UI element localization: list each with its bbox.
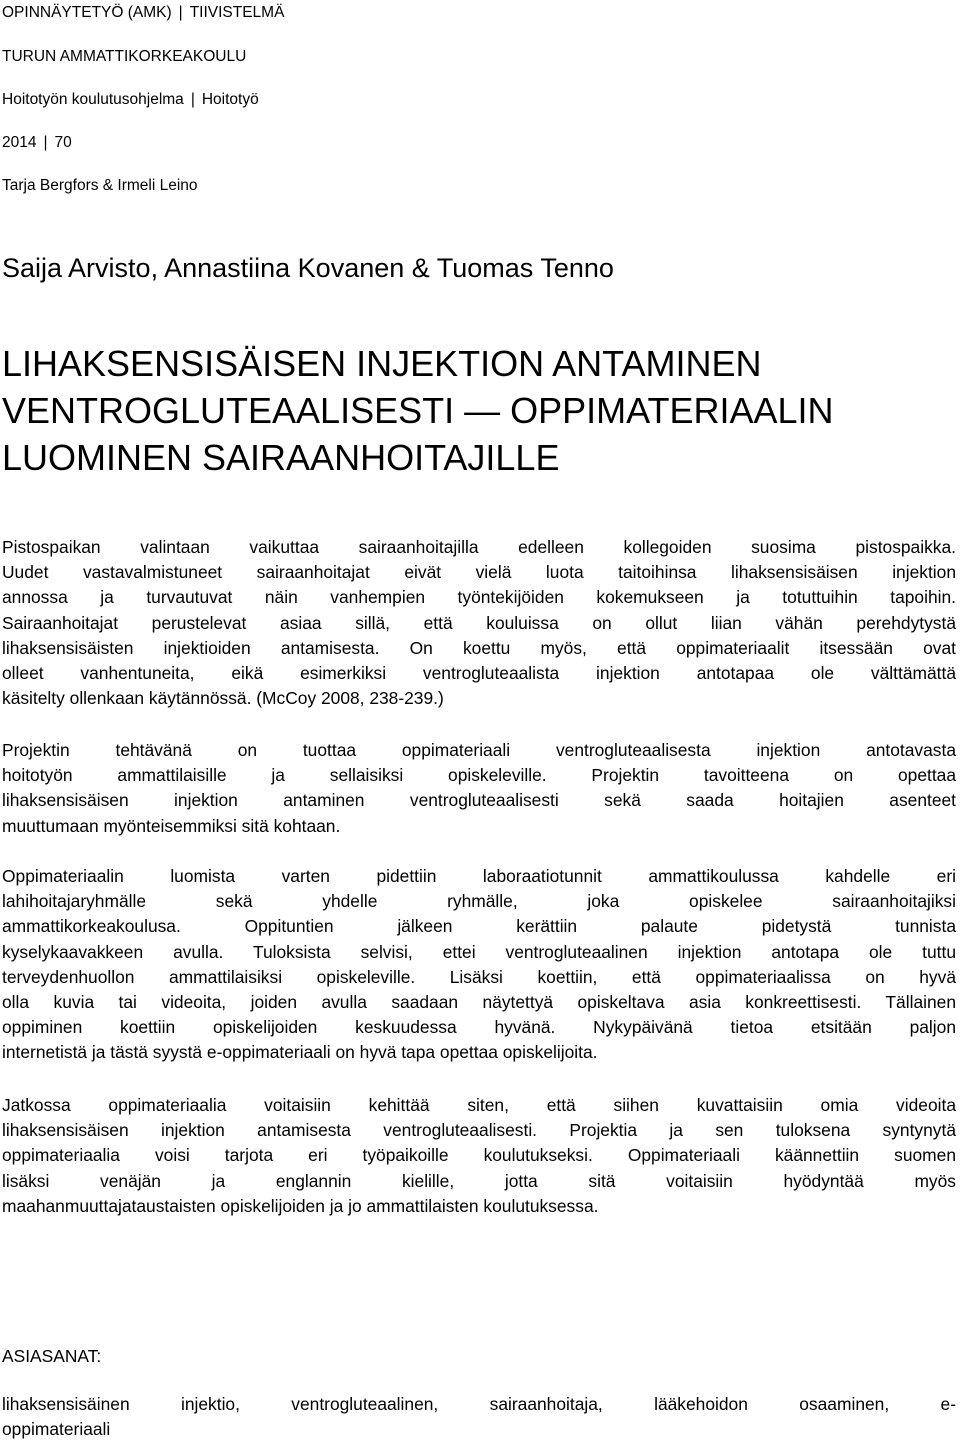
paragraph-line: oppimateriaalia voisi tarjota eri työpaikoille koulutukseksi. Oppimateriaali käännettiin suomen [2,1145,956,1166]
paragraph-line: lihaksensisäisen injektion antamisesta ventrogluteaalisesti. Projektia ja sen tuloksena syntynytä [2,1120,956,1141]
paragraph-line: Projektin tehtävänä on tuottaa oppimateriaali ventrogluteaalisesta injektion antotavasta [2,740,956,760]
separator: | [190,91,195,108]
paragraph-line: kyselykaavakkeen avulla. Tuloksista selvisi, ettei ventrogluteaalinen injektion antotapa ole tuttu [2,941,956,962]
paragraph-line: lihaksensisäisen injektion antaminen ventrogluteaalisesti sekä saada hoitajien asenteet [2,790,956,811]
separator: | [178,4,183,21]
supervisors: Tarja Bergfors & Irmeli Leino [2,177,198,194]
abstract-paragraph-4 [2,1093,956,1219]
abstract-paragraph-2 [2,738,956,839]
paragraph-line: lahihoitajaryhmälle sekä yhdelle ryhmälle, joka opiskelee sairaanhoitajiksi [2,891,956,912]
paragraph-line: Uudet vastavalmistuneet sairaanhoitajat eivät vielä luota taitoihinsa lihaksensisäisen injektion [2,562,956,583]
programme [2,91,259,109]
paragraph-line: ammattikorkeakoulusa. Oppituntien jälkeen kerättiin palaute pidetystä tunnista [2,916,956,937]
paragraph-line: annossa ja turvautuvat näin vanhempien työntekijöiden kokemukseen ja totuttuihin tapoihin. [2,587,956,608]
title-line: LUOMINEN SAIRAANHOITAJILLE [2,437,560,478]
title-line: LIHAKSENSISÄISEN INJEKTION ANTAMINEN [2,343,762,384]
keywords-line: oppimateriaali [2,1419,111,1440]
programme-field: Hoitotyö [201,91,259,108]
document-type-primary: OPINNÄYTETYÖ (AMK) [2,4,172,21]
authors: Saija Arvisto, Annastiina Kovanen & Tuomas Tenno [2,253,614,283]
paragraph-line: Oppimateriaalin luomista varten pidettiin laboraatiotunnit ammattikoulussa kahdelle eri [2,866,956,886]
paragraph-line: olleet vanhentuneita, eikä esimerkiksi ventrogluteaalista injektion antotapaa ole välttämättä [2,662,956,683]
document-type-secondary: TIIVISTELMÄ [189,4,285,21]
paragraph-line: maahanmuuttajataustaisten opiskelijoiden ja jo ammattilaisten koulutuksessa. [2,1195,599,1216]
paragraph-line: muuttumaan myönteisemmiksi sitä kohtaan. [2,815,341,836]
year: 2014 [2,134,37,151]
paragraph-line: Sairaanhoitajat perustelevat asiaa sillä, että kouluissa on ollut liian vähän perehdytystä [2,612,956,633]
paragraph-line: internetistä ja tästä syystä e-oppimateriaali on hyvä tapa opettaa opiskelijoita. [2,1042,598,1063]
keywords-heading: ASIASANAT: [2,1346,102,1366]
paragraph-line: olla kuvia tai videoita, joiden avulla saadaan näytettyä opiskeltava asia konkreettisesti. Tällainen [2,991,956,1012]
paragraph-line: Pistospaikan valintaan vaikuttaa sairaanhoitajilla edelleen kollegoiden suosima pistospaikka. [2,537,956,557]
paragraph-line: lihaksensisäisten injektioiden antamisesta. On koettu myös, että oppimateriaalit itsessään ovat [2,637,956,658]
year-pages [2,134,72,152]
institution: TURUN AMMATTIKORKEAKOULU [2,48,247,65]
thesis-title [2,340,952,481]
paragraph-line: oppiminen koettiin opiskelijoiden keskuudessa hyvänä. Nykypäivänä tietoa etsitään paljon [2,1017,956,1038]
paragraph-line: terveydenhuollon ammattilaisiksi opiskeleville. Lisäksi koettiin, että oppimateriaalissa on hyvä [2,966,956,987]
abstract-paragraph-1 [2,535,956,711]
keywords-line: lihaksensisäinen injektio, ventrogluteaalinen, sairaanhoitaja, lääkehoidon osaaminen, e- [2,1394,956,1414]
paragraph-line: käsitelty ollenkaan käytännössä. (McCoy 2008, 238-239.) [2,688,444,709]
title-line: VENTROGLUTEAALISESTI — OPPIMATERIAALIN [2,390,834,431]
separator: | [43,134,48,151]
keywords-list [2,1392,956,1442]
document-type [2,4,284,22]
page-count: 70 [54,134,72,151]
paragraph-line: Jatkossa oppimateriaalia voitaisiin kehittää siten, että siihen kuvattaisiin omia videoita [2,1095,956,1115]
abstract-paragraph-3 [2,864,956,1066]
paragraph-line: lisäksi venäjän ja englannin kielille, jotta sitä voitaisiin hyödyntää myös [2,1170,956,1191]
programme-name: Hoitotyön koulutusohjelma [2,91,184,108]
paragraph-line: hoitotyön ammattilaisille ja sellaisiksi opiskeleville. Projektin tavoitteena on opettaa [2,765,956,786]
